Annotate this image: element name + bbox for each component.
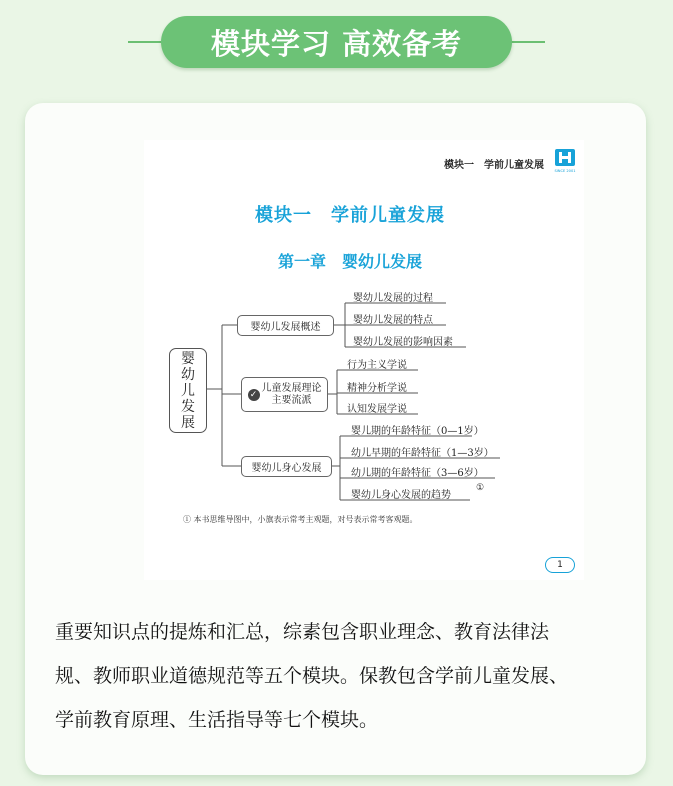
footnote: ① 本书思维导图中，小旗表示常考主观题，对号表示常考客观题。 [183,515,418,524]
leaf-factors: 婴幼儿发展的影响因素 [353,337,453,348]
footnote-marker: ① [476,483,485,493]
leaf-toddler: 幼儿早期的年龄特征（1—3岁） [351,448,494,459]
branch-theories: ✓ 儿童发展理论 主要流派 [241,377,328,412]
leaf-features: 婴幼儿发展的特点 [353,315,433,326]
leaf-behaviorism: 行为主义学说 [347,360,407,371]
leaf-process: 婴幼儿发展的过程 [353,293,433,304]
check-mark-icon: ✓ [248,389,260,401]
leaf-trend: 婴幼儿身心发展的趋势 [351,490,451,501]
mindmap-root: 婴幼儿发展 [169,348,207,433]
section-banner: 模块学习 高效备考 [161,16,512,68]
description-line-3: 学前教育原理、生活指导等七个模块。 [55,709,379,731]
branch-overview: 婴幼儿发展概述 [237,315,334,336]
page-number: 1 [545,557,575,573]
leaf-cognitive: 认知发展学说 [347,404,407,415]
module-title: 模块一 学前儿童发展 [255,205,445,226]
leaf-infancy: 婴儿期的年龄特征（0—1岁） [351,426,484,437]
description [55,610,635,742]
leaf-psychoanalysis: 精神分析学说 [347,383,407,394]
logo-tag: SINCE 2001 [554,169,576,173]
chapter-title: 第一章 婴幼儿发展 [277,252,422,271]
branch-development: 婴幼儿身心发展 [241,456,332,477]
description-line-2: 规、教师职业道德规范等五个模块。保教包含学前儿童发展、 [55,665,569,687]
description-line-1: 重要知识点的提炼和汇总，综素包含职业理念、教育法律法 [55,621,550,643]
running-header: 模块一 学前儿童发展 [444,160,544,171]
leaf-preschool: 幼儿期的年龄特征（3—6岁） [351,468,484,479]
